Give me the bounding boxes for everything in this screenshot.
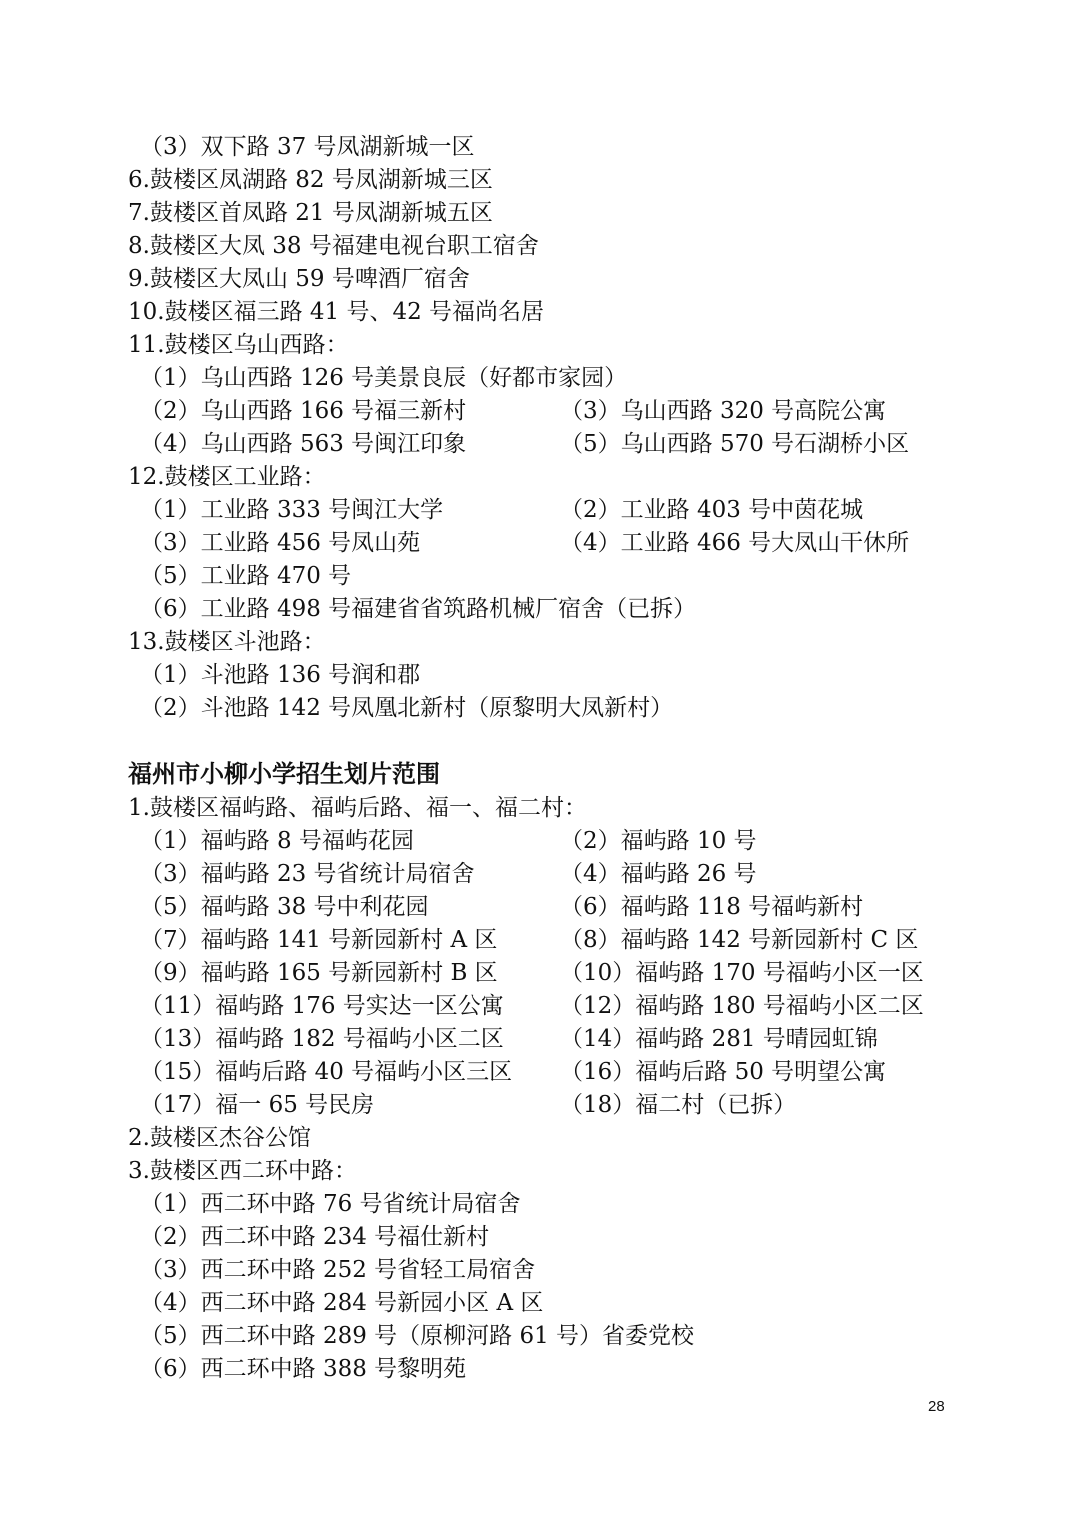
list-item: （6）福屿路 118 号福屿新村	[560, 894, 864, 920]
list-item: （4）乌山西路 563 号闽江印象	[140, 431, 467, 457]
list-item: （4）福屿路 26 号	[560, 861, 757, 887]
list-item: （1）乌山西路 126 号美景良辰（好都市家园）	[140, 365, 628, 391]
list-item: 2.鼓楼区杰谷公馆	[128, 1125, 311, 1151]
list-item: （2）工业路 403 号中茵花城	[560, 497, 864, 523]
list-item: （3）双下路 37 号凤湖新城一区	[140, 134, 475, 160]
list-item: （2）西二环中路 234 号福仕新村	[140, 1224, 490, 1250]
list-item: （5）工业路 470 号	[140, 563, 352, 589]
list-row	[140, 924, 919, 957]
list-item: 10.鼓楼区福三路 41 号、42 号福尚名居	[128, 299, 545, 325]
list-item: （7）福屿路 141 号新园新村 A 区	[140, 927, 498, 953]
list-item: （12）福屿路 180 号福屿小区二区	[560, 993, 924, 1019]
list-item: 7.鼓楼区首凤路 21 号凤湖新城五区	[128, 200, 493, 226]
list-item: 3.鼓楼区西二环中路：	[128, 1158, 357, 1184]
list-item: （3）工业路 456 号凤山苑	[140, 530, 421, 556]
list-item: （5）福屿路 38 号中利花园	[140, 894, 429, 920]
list-item: （11）福屿路 176 号实达一区公寓	[140, 993, 504, 1019]
list-item: 1.鼓楼区福屿路、福屿后路、福一、福二村：	[128, 795, 587, 821]
list-row	[140, 858, 757, 891]
list-item: （10）福屿路 170 号福屿小区一区	[560, 960, 924, 986]
list-row	[140, 527, 910, 560]
list-item: （13）福屿路 182 号福屿小区二区	[140, 1026, 504, 1052]
list-row	[140, 990, 924, 1023]
list-item: （2）乌山西路 166 号福三新村	[140, 398, 467, 424]
list-row	[140, 825, 757, 858]
list-row	[140, 1023, 878, 1056]
list-row	[140, 428, 910, 461]
list-item: （6）西二环中路 388 号黎明苑	[140, 1356, 467, 1382]
list-item: （2）斗池路 142 号凤凰北新村（原黎明大凤新村）	[140, 695, 674, 721]
list-item: （14）福屿路 281 号晴园虹锦	[560, 1026, 878, 1052]
list-row	[140, 395, 887, 428]
list-item: （9）福屿路 165 号新园新村 B 区	[140, 960, 498, 986]
list-row	[140, 1056, 887, 1089]
list-item: 13.鼓楼区斗池路：	[128, 629, 326, 655]
list-item: （15）福屿后路 40 号福屿小区三区	[140, 1059, 513, 1085]
list-item: （5）西二环中路 289 号（原柳河路 61 号）省委党校	[140, 1323, 695, 1349]
list-item: 9.鼓楼区大凤山 59 号啤酒厂宿舍	[128, 266, 470, 292]
list-item: （1）斗池路 136 号润和郡	[140, 662, 421, 688]
section-title: 福州市小柳小学招生划片范围	[128, 760, 440, 788]
list-item: （6）工业路 498 号福建省省筑路机械厂宿舍（已拆）	[140, 596, 697, 622]
list-item: 12.鼓楼区工业路：	[128, 464, 326, 490]
list-item: 11.鼓楼区乌山西路：	[128, 332, 349, 358]
list-item: （3）西二环中路 252 号省轻工局宿舍	[140, 1257, 536, 1283]
list-item: （1）工业路 333 号闽江大学	[140, 497, 444, 523]
list-row	[140, 891, 864, 924]
list-item: （4）西二环中路 284 号新园小区 A 区	[140, 1290, 544, 1316]
list-item: （2）福屿路 10 号	[560, 828, 757, 854]
list-item: （3）福屿路 23 号省统计局宿舍	[140, 861, 475, 887]
list-item: （1）福屿路 8 号福屿花园	[140, 828, 414, 854]
list-row	[140, 957, 924, 990]
list-item: （5）乌山西路 570 号石湖桥小区	[560, 431, 910, 457]
list-item: （4）工业路 466 号大凤山干休所	[560, 530, 910, 556]
list-item: （1）西二环中路 76 号省统计局宿舍	[140, 1191, 521, 1217]
list-item: （3）乌山西路 320 号高院公寓	[560, 398, 887, 424]
list-item: （17）福一 65 号民房	[140, 1092, 375, 1118]
list-row	[140, 1089, 797, 1122]
list-item: （18）福二村（已拆）	[560, 1092, 797, 1118]
list-item: 8.鼓楼区大凤 38 号福建电视台职工宿舍	[128, 233, 539, 259]
list-row	[140, 494, 864, 527]
page-number: 28	[928, 1398, 945, 1415]
list-item: 6.鼓楼区凤湖路 82 号凤湖新城三区	[128, 167, 493, 193]
list-item: （8）福屿路 142 号新园新村 C 区	[560, 927, 919, 953]
list-item: （16）福屿后路 50 号明望公寓	[560, 1059, 887, 1085]
